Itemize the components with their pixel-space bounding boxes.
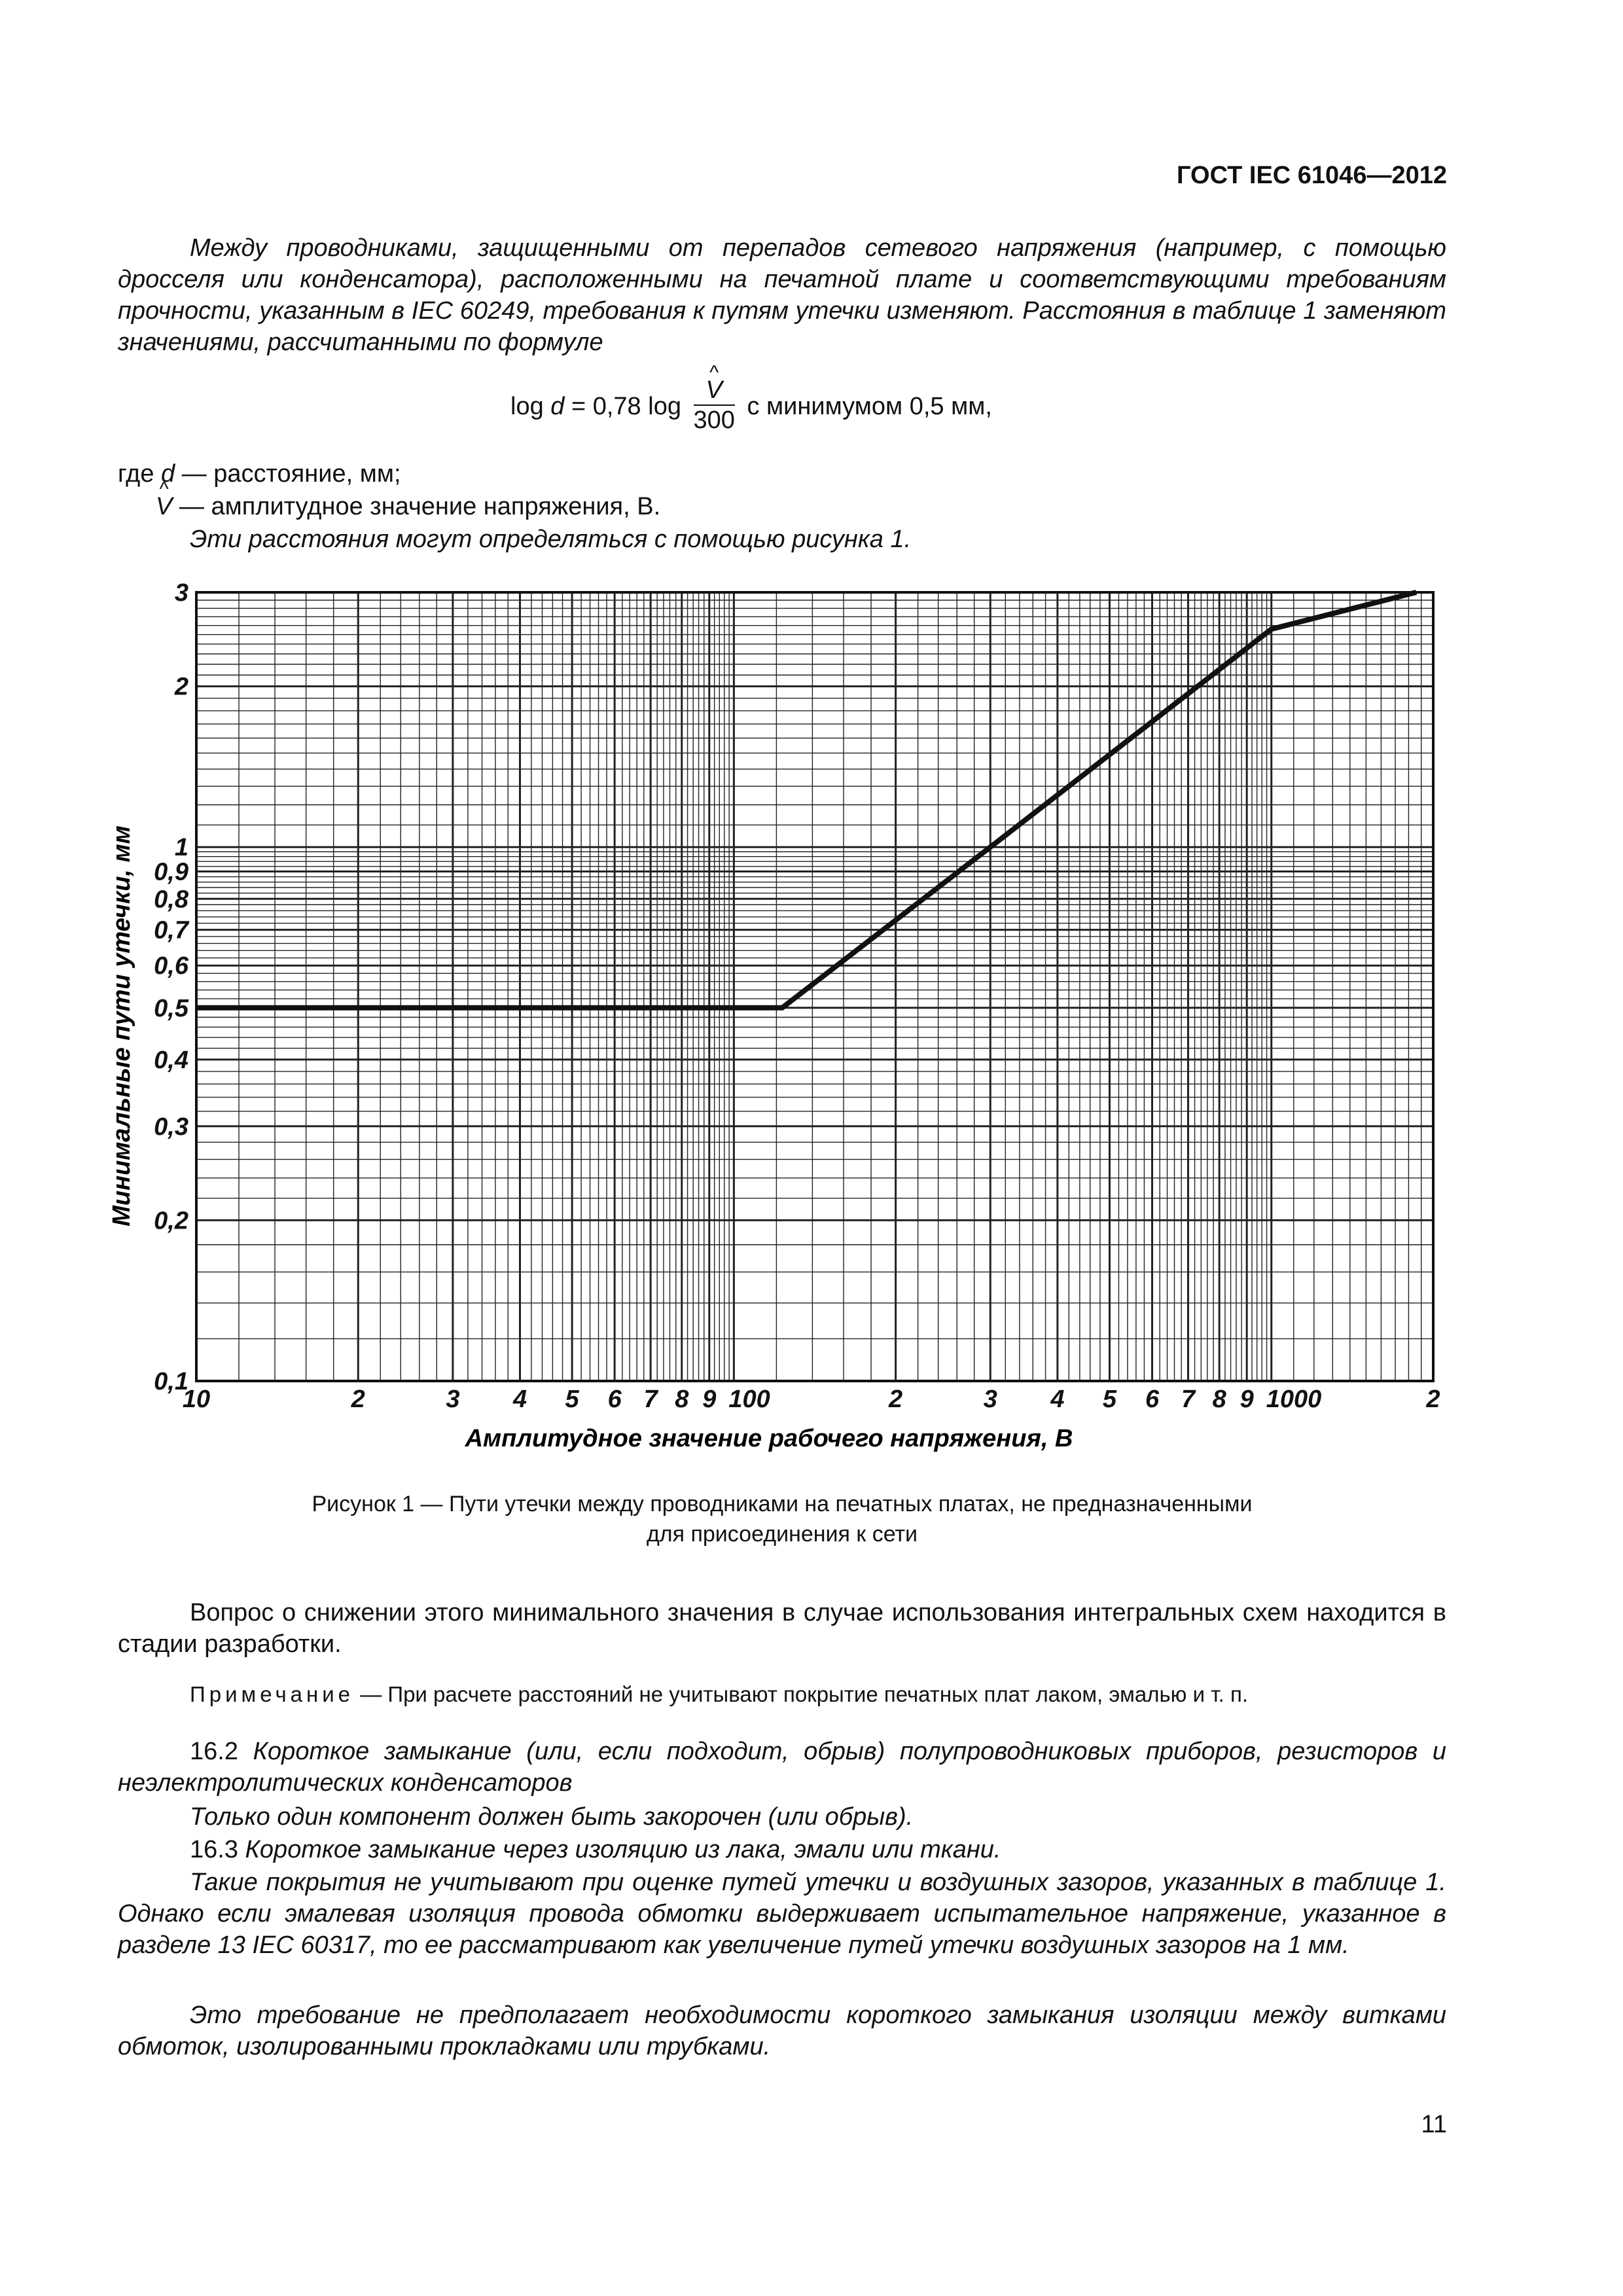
- page-number: 11: [1421, 2111, 1447, 2138]
- creepage-formula: [510, 378, 992, 437]
- x-tick-label: 10: [182, 1386, 211, 1413]
- y-axis-label: Минимальные пути утечки, мм: [108, 825, 135, 1227]
- section-16-3-number: 16.3: [190, 1836, 238, 1863]
- x-tick-label: 7: [1181, 1386, 1196, 1413]
- x-tick-label: 8: [675, 1386, 689, 1413]
- document-code-header: ГОСТ IEC 61046—2012: [1177, 162, 1447, 189]
- x-tick-label: 2: [889, 1386, 903, 1413]
- x-tick-label: 3: [983, 1386, 997, 1413]
- where-v-line: [156, 491, 660, 522]
- x-tick-label: 9: [702, 1386, 717, 1413]
- where-d-symbol: d: [161, 460, 175, 488]
- note-text: — При расчете расстояний не учитывают покрытие печатных плат лаком, эмалью и т. п.: [360, 1682, 1249, 1706]
- x-tick-label: 9: [1240, 1386, 1254, 1413]
- y-tick-label: 0,1: [154, 1368, 188, 1395]
- x-tick-label: 6: [607, 1386, 622, 1413]
- creepage-series-line: [196, 592, 1416, 1008]
- x-tick-label: 100: [728, 1386, 770, 1413]
- x-tick-label: 5: [1102, 1386, 1117, 1413]
- note-lead: Примечание: [190, 1682, 355, 1706]
- y-tick-labels: [154, 579, 190, 1395]
- caption-line-2: для присоединения к сети: [646, 1522, 918, 1547]
- question-paragraph: Вопрос о снижении этого минимального значения в случае использования интегральных схем находится в стадии разработки.: [118, 1599, 1446, 1658]
- where-d-text: — расстояние, мм;: [181, 460, 401, 488]
- x-tick-label: 4: [512, 1386, 527, 1413]
- section-16-2-number: 16.2: [190, 1738, 238, 1765]
- y-tick-label: 0,4: [154, 1046, 188, 1074]
- x-tick-label: 8: [1212, 1386, 1226, 1413]
- where-v-symbol: ^ V: [156, 491, 172, 522]
- caption-line-1: Рисунок 1 — Пути утечки между проводниками на печатных платах, не предназначенными: [312, 1492, 1253, 1516]
- x-tick-label: 3: [446, 1386, 460, 1413]
- section-16-3-heading: [118, 1834, 1446, 1865]
- creepage-chart: [98, 563, 1479, 1466]
- section-16-2-title: Короткое замыкание (или, если подходит, обрыв) полупроводниковых приборов, резисторов и неэлектролитических конденсаторов: [118, 1738, 1447, 1797]
- formula-coefficient: = 0,78 log: [571, 393, 681, 421]
- figure-reference: Эти расстояния могут определяться с помощью рисунка 1.: [190, 526, 912, 553]
- y-tick-label: 0,8: [154, 886, 188, 914]
- formula-numerator: ^ V: [694, 376, 735, 406]
- formula-var-d: d: [550, 393, 565, 421]
- formula-log: log: [510, 393, 544, 421]
- x-tick-label: 7: [643, 1386, 658, 1413]
- intro-paragraph: Между проводниками, защищенными от перепадов сетевого напряжения (например, с помощью дросселя или конденсатора), расположенными на печатной плате и соответствующими требованиям прочности, указанным в IEC 60249, требования к путям утечки изменяют. Расстояния в таблице 1 заменяют значениями, рассчитанными по формуле: [118, 234, 1446, 356]
- formula-fraction: [694, 376, 735, 435]
- x-tick-label: 4: [1050, 1386, 1065, 1413]
- y-tick-label: 0,5: [154, 994, 188, 1022]
- x-axis-label: Амплитудное значение рабочего напряжения, В: [465, 1425, 1073, 1452]
- y-tick-label: 1: [174, 834, 188, 862]
- section-16-3-title: Короткое замыкание через изоляцию из лака, эмали или ткани.: [245, 1836, 1001, 1863]
- figure-caption: [118, 1489, 1446, 1549]
- section-16-3-paragraph-2: Это требование не предполагает необходимости короткого замыкания изоляции между витками обмоток, изолированными прокладками или трубками.: [118, 2001, 1446, 2060]
- x-tick-label: 5: [565, 1386, 579, 1413]
- y-tick-label: 0,2: [154, 1207, 188, 1235]
- x-tick-label: 2: [1426, 1386, 1440, 1413]
- x-tick-label: 6: [1145, 1386, 1160, 1413]
- y-tick-label: 3: [174, 579, 188, 607]
- note-paragraph: [190, 1679, 1446, 1710]
- section-16-2-paragraph: Только один компонент должен быть закорочен (или обрыв).: [190, 1803, 914, 1831]
- section-16-2-heading: [118, 1736, 1446, 1799]
- y-tick-label: 0,6: [154, 952, 188, 980]
- where-lead: где: [118, 460, 154, 488]
- y-tick-label: 0,7: [154, 916, 188, 944]
- formula-tail: с минимумом 0,5 мм,: [747, 393, 992, 421]
- y-tick-label: 2: [174, 673, 188, 701]
- formula-denominator: 300: [693, 406, 735, 434]
- x-tick-label: 2: [351, 1386, 365, 1413]
- x-tick-labels: [183, 1386, 1440, 1413]
- section-16-3-paragraph-1: Такие покрытия не учитывают при оценке путей утечки и воздушных зазоров, указанных в таблице 1. Однако если эмалевая изоляция провода обмотки выдерживает испытательное напряжение, указанное в разделе 13 IEC 60317, то ее рассматривают как увеличение путей утечки воздушных зазоров на 1 мм.: [118, 1869, 1446, 1959]
- where-v-text: — амплитудное значение напряжения, В.: [179, 493, 661, 520]
- x-tick-label: 1000: [1266, 1386, 1322, 1413]
- y-tick-label: 0,9: [154, 858, 188, 886]
- y-tick-label: 0,3: [154, 1113, 188, 1141]
